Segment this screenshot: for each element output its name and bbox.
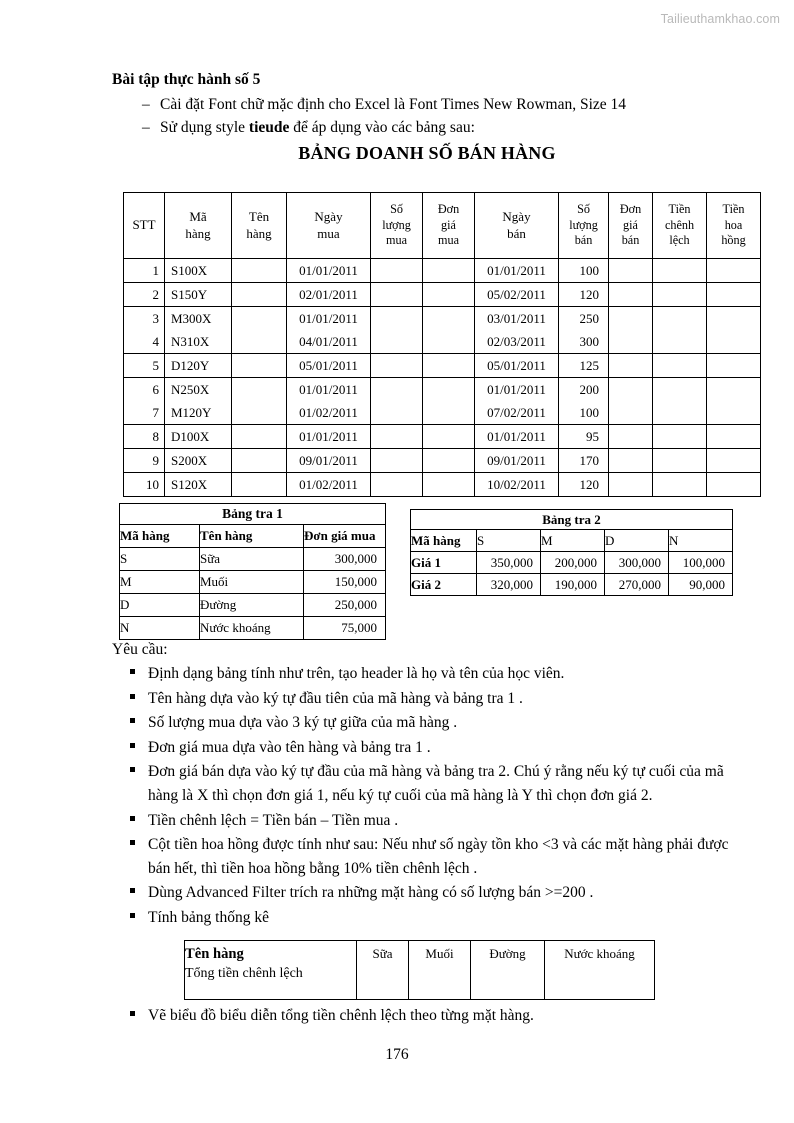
col-header-ma-hang-line2: hàng <box>185 225 211 241</box>
sales-table-body <box>124 259 761 497</box>
col-header-tien-hoa-hong-line1: Tiền <box>722 202 745 217</box>
cell-ten-hang[interactable] <box>232 425 287 449</box>
cell-dg-mua[interactable] <box>423 425 475 449</box>
requirement-text: Tiền chênh lệch = Tiền bán – Tiền mua . <box>148 811 399 829</box>
table-row <box>411 574 733 596</box>
lookup1-cell-ten: Sữa <box>200 548 304 571</box>
table-row[interactable] <box>124 401 761 425</box>
cell-sl-mua[interactable] <box>371 473 423 497</box>
lookup2-col-header-d: D <box>605 530 669 552</box>
list-item <box>112 687 740 711</box>
requirement-text: Đơn giá bán dựa vào ký tự đầu của mã hàng và bảng tra 2. Chú ý rằng nếu ký tự cuối của mã hàng là X thì chọn đơn giá 1, nếu ký tự cuối của mã hàng là Y thì chọn đơn giá 2. <box>148 763 724 804</box>
cell-dg-ban[interactable] <box>609 307 653 331</box>
cell-stt: 6 <box>124 378 165 402</box>
cell-sl-ban: 95 <box>559 425 609 449</box>
requirement-text: Cột tiền hoa hồng được tính như sau: Nếu như số ngày tồn kho <3 và các mặt hàng phải được bán hết, thì tiền hoa hồng bằng 10% tiền chênh lệch . <box>148 836 729 877</box>
cell-sl-ban: 170 <box>559 449 609 473</box>
lookup2-corner-header: Mã hàng <box>411 530 477 552</box>
cell-hoa-hong[interactable] <box>707 259 761 283</box>
statistics-col-header-muoi: Muối <box>409 941 471 1000</box>
lookup1-cell-gia: 300,000 <box>304 548 386 571</box>
col-header-tien-chenh-lech <box>653 193 707 259</box>
cell-sl-mua[interactable] <box>371 259 423 283</box>
col-header-don-gia-mua <box>423 193 475 259</box>
cell-ten-hang[interactable] <box>232 354 287 378</box>
requirements-section <box>112 638 740 930</box>
sales-table-container <box>123 192 761 497</box>
requirements-tail-section <box>112 1004 740 1029</box>
cell-dg-ban[interactable] <box>609 401 653 425</box>
col-header-don-gia-mua-line3: mua <box>438 233 459 248</box>
cell-dg-mua[interactable] <box>423 283 475 307</box>
table-row <box>120 617 386 640</box>
cell-ngay-ban: 01/01/2011 <box>475 378 559 402</box>
cell-dg-mua[interactable] <box>423 354 475 378</box>
requirement-text: Đơn giá mua dựa vào tên hàng và bảng tra 1 . <box>148 738 431 756</box>
requirement-text: Dùng Advanced Filter trích ra những mặt hàng có số lượng bán >=200 . <box>148 884 594 902</box>
lookup1-cell-ma: S <box>120 548 200 571</box>
intro-block <box>112 70 742 170</box>
cell-ngay-ban: 03/01/2011 <box>475 307 559 331</box>
cell-ma-hang: S200X <box>165 449 232 473</box>
cell-ten-hang[interactable] <box>232 283 287 307</box>
table-row[interactable] <box>124 354 761 378</box>
lookup1-cell-ten: Nước khoáng <box>200 617 304 640</box>
cell-sl-mua[interactable] <box>371 378 423 402</box>
col-header-so-luong-ban <box>559 193 609 259</box>
intro-dash-item-style <box>112 116 742 139</box>
col-header-so-luong-mua-line2: lượng <box>382 217 411 232</box>
lookup1-caption-row <box>120 504 386 525</box>
intro-dash-list <box>112 93 742 140</box>
lookup1-cell-gia: 150,000 <box>304 571 386 594</box>
dash-mark-icon: – <box>142 95 150 113</box>
table-row <box>411 552 733 574</box>
bullet-square-icon <box>130 913 135 918</box>
lookup2-row-label-gia1: Giá 1 <box>411 552 477 574</box>
bullet-square-icon <box>130 669 135 674</box>
cell-chenh-lech[interactable] <box>653 259 707 283</box>
lookup2-row-label-gia2: Giá 2 <box>411 574 477 596</box>
lookup2-cell-gia2-s: 320,000 <box>477 574 541 596</box>
requirements-label: Yêu cầu: <box>112 641 168 658</box>
statistics-col-header-sua: Sữa <box>357 941 409 1000</box>
cell-sl-mua[interactable] <box>371 425 423 449</box>
cell-chenh-lech[interactable] <box>653 378 707 402</box>
cell-ngay-mua: 02/01/2011 <box>287 283 371 307</box>
cell-dg-ban[interactable] <box>609 330 653 354</box>
cell-sl-mua[interactable] <box>371 330 423 354</box>
requirement-text: Tên hàng dựa vào ký tự đầu tiên của mã hàng và bảng tra 1 . <box>148 689 523 707</box>
cell-hoa-hong[interactable] <box>707 401 761 425</box>
requirement-text: Số lượng mua dựa vào 3 ký tự giữa của mã hàng . <box>148 714 458 732</box>
col-header-ngay-ban <box>475 193 559 259</box>
lookup2-cell-gia1-s: 350,000 <box>477 552 541 574</box>
cell-ten-hang[interactable] <box>232 401 287 425</box>
cell-ma-hang: S120X <box>165 473 232 497</box>
lookup2-caption-row <box>411 510 733 530</box>
col-header-so-luong-ban-line1: Số <box>577 202 590 217</box>
col-header-ngay-mua-line2: mua <box>317 225 340 241</box>
col-header-so-luong-ban-line3: bán <box>574 233 593 248</box>
cell-ngay-mua: 04/01/2011 <box>287 330 371 354</box>
cell-ma-hang: D100X <box>165 425 232 449</box>
lookup2-cell-gia2-m: 190,000 <box>541 574 605 596</box>
lookup2-col-header-n: N <box>669 530 733 552</box>
cell-sl-ban: 250 <box>559 307 609 331</box>
col-header-ngay-mua <box>287 193 371 259</box>
cell-dg-mua[interactable] <box>423 307 475 331</box>
intro-style-after: để áp dụng vào các bảng sau: <box>289 119 475 137</box>
cell-stt: 7 <box>124 401 165 425</box>
cell-stt: 3 <box>124 307 165 331</box>
cell-ma-hang: N310X <box>165 330 232 354</box>
cell-ngay-ban: 02/03/2011 <box>475 330 559 354</box>
col-header-ten-hang-line1: Tên <box>248 208 270 224</box>
cell-hoa-hong[interactable] <box>707 307 761 331</box>
col-header-tien-chenh-lech-line3: lệch <box>669 233 690 248</box>
table-row[interactable] <box>124 330 761 354</box>
requirement-text: Vẽ biểu đồ biểu diễn tổng tiền chênh lệch theo từng mặt hàng. <box>148 1007 534 1024</box>
cell-ten-hang[interactable] <box>232 449 287 473</box>
col-header-don-gia-ban-line2: giá <box>623 217 638 232</box>
cell-sl-mua[interactable] <box>371 307 423 331</box>
list-item <box>112 760 740 807</box>
cell-dg-mua[interactable] <box>423 401 475 425</box>
cell-ma-hang: S100X <box>165 259 232 283</box>
dash-mark-icon: – <box>142 119 150 137</box>
cell-ngay-ban: 05/01/2011 <box>475 354 559 378</box>
cell-sl-ban: 300 <box>559 330 609 354</box>
col-header-so-luong-mua <box>371 193 423 259</box>
table-row[interactable] <box>124 449 761 473</box>
col-header-stt-line1: STT <box>132 217 156 233</box>
cell-ten-hang[interactable] <box>232 330 287 354</box>
col-header-tien-chenh-lech-line1: Tiền <box>668 202 691 217</box>
col-header-ten-hang-line2: hàng <box>246 225 272 241</box>
cell-hoa-hong[interactable] <box>707 473 761 497</box>
bullet-square-icon <box>130 694 135 699</box>
cell-ma-hang: M120Y <box>165 401 232 425</box>
bullet-square-icon <box>130 718 135 723</box>
requirement-text: Tính bảng thống kê <box>148 908 269 926</box>
col-header-don-gia-mua-line2: giá <box>441 217 456 232</box>
col-header-ma-hang <box>165 193 232 259</box>
lookup2-cell-gia2-n: 90,000 <box>669 574 733 596</box>
lookup2-cell-gia2-d: 270,000 <box>605 574 669 596</box>
cell-dg-ban[interactable] <box>609 259 653 283</box>
table-row[interactable] <box>124 283 761 307</box>
table-row[interactable] <box>124 259 761 283</box>
lookup1-cell-ma: M <box>120 571 200 594</box>
page-number: 176 <box>385 1046 409 1063</box>
cell-dg-mua[interactable] <box>423 259 475 283</box>
cell-chenh-lech[interactable] <box>653 425 707 449</box>
cell-sl-mua[interactable] <box>371 449 423 473</box>
col-header-don-gia-ban <box>609 193 653 259</box>
col-header-tien-hoa-hong-line3: hồng <box>721 233 746 248</box>
cell-dg-ban[interactable] <box>609 354 653 378</box>
table-row <box>120 548 386 571</box>
bullet-square-icon <box>130 840 135 845</box>
lookup1-col-header-ten-hang: Tên hàng <box>200 525 304 548</box>
cell-ma-hang: D120Y <box>165 354 232 378</box>
cell-ngay-ban: 01/01/2011 <box>475 425 559 449</box>
col-header-tien-chenh-lech-line2: chênh <box>664 217 695 232</box>
col-header-don-gia-mua-line1: Đơn <box>437 202 460 217</box>
cell-ngay-ban: 07/02/2011 <box>475 401 559 425</box>
col-header-tien-hoa-hong-line2: hoa <box>724 217 743 232</box>
lookup1-col-header-ma-hang: Mã hàng <box>120 525 200 548</box>
cell-dg-ban[interactable] <box>609 473 653 497</box>
list-item <box>112 711 740 735</box>
statistics-table-container <box>184 940 655 1000</box>
cell-hoa-hong[interactable] <box>707 283 761 307</box>
sales-table <box>123 192 761 497</box>
lookup-table-2-container <box>410 509 733 596</box>
statistics-header-row <box>185 941 655 1000</box>
statistics-table <box>184 940 655 1000</box>
lookup2-col-header-m: M <box>541 530 605 552</box>
cell-stt: 4 <box>124 330 165 354</box>
col-header-ngay-ban-line2: bán <box>507 225 526 241</box>
cell-dg-mua[interactable] <box>423 378 475 402</box>
list-item <box>112 833 740 880</box>
statistics-lead-line2: Tổng tiền chênh lệch <box>185 965 303 981</box>
col-header-tien-hoa-hong <box>707 193 761 259</box>
col-header-so-luong-mua-line3: mua <box>386 233 407 248</box>
cell-ten-hang[interactable] <box>232 473 287 497</box>
lookup-table-2-caption: Bảng tra 2 <box>411 510 733 530</box>
lookup1-cell-ten: Muối <box>200 571 304 594</box>
lookup2-header-row <box>411 530 733 552</box>
cell-chenh-lech[interactable] <box>653 401 707 425</box>
cell-ngay-ban: 10/02/2011 <box>475 473 559 497</box>
cell-ngay-mua: 01/02/2011 <box>287 473 371 497</box>
table-row[interactable] <box>124 473 761 497</box>
cell-ngay-mua: 01/02/2011 <box>287 401 371 425</box>
cell-sl-ban: 120 <box>559 473 609 497</box>
lookup1-cell-gia: 250,000 <box>304 594 386 617</box>
cell-ngay-ban: 05/02/2011 <box>475 283 559 307</box>
list-item <box>112 1004 740 1028</box>
intro-style-name: tieude <box>248 119 290 137</box>
intro-dash-item-font-text: Cài đặt Font chữ mặc định cho Excel là Font Times New Rowman, Size 14 <box>160 95 627 113</box>
lookup1-cell-ma: N <box>120 617 200 640</box>
cell-sl-ban: 125 <box>559 354 609 378</box>
cell-ma-hang: M300X <box>165 307 232 331</box>
bullet-square-icon <box>130 767 135 772</box>
lookup-table-2 <box>410 509 733 596</box>
lookup1-cell-ten: Đường <box>200 594 304 617</box>
cell-ten-hang[interactable] <box>232 378 287 402</box>
cell-chenh-lech[interactable] <box>653 449 707 473</box>
cell-ma-hang: S150Y <box>165 283 232 307</box>
requirement-text: Định dạng bảng tính như trên, tạo header là họ và tên của học viên. <box>148 665 565 683</box>
cell-chenh-lech[interactable] <box>653 354 707 378</box>
cell-stt: 5 <box>124 354 165 378</box>
cell-sl-mua[interactable] <box>371 283 423 307</box>
table-row <box>120 571 386 594</box>
lookup-table-1-container <box>119 503 386 640</box>
cell-ngay-mua: 05/01/2011 <box>287 354 371 378</box>
list-item <box>112 906 740 930</box>
bullet-square-icon <box>130 816 135 821</box>
lookup1-cell-ma: D <box>120 594 200 617</box>
cell-dg-ban[interactable] <box>609 283 653 307</box>
lookup-table-1 <box>119 503 386 640</box>
cell-ngay-mua: 09/01/2011 <box>287 449 371 473</box>
cell-hoa-hong[interactable] <box>707 378 761 402</box>
cell-hoa-hong[interactable] <box>707 425 761 449</box>
cell-ngay-mua: 01/01/2011 <box>287 259 371 283</box>
lookup-table-1-caption: Bảng tra 1 <box>120 504 386 525</box>
cell-hoa-hong[interactable] <box>707 449 761 473</box>
lookup2-col-header-s: S <box>477 530 541 552</box>
col-header-ten-hang <box>232 193 287 259</box>
col-header-ma-hang-line1: Mã <box>189 208 207 224</box>
col-header-don-gia-ban-line3: bán <box>621 233 640 248</box>
cell-ngay-mua: 01/01/2011 <box>287 425 371 449</box>
cell-chenh-lech[interactable] <box>653 283 707 307</box>
cell-dg-ban[interactable] <box>609 449 653 473</box>
cell-stt: 9 <box>124 449 165 473</box>
cell-chenh-lech[interactable] <box>653 473 707 497</box>
cell-sl-ban: 100 <box>559 259 609 283</box>
col-header-ngay-ban-line1: Ngày <box>502 208 531 224</box>
bullet-square-icon <box>130 888 135 893</box>
bullet-square-icon <box>130 743 135 748</box>
statistics-lead-cell <box>185 941 357 1000</box>
lookup1-cell-gia: 75,000 <box>304 617 386 640</box>
requirements-tail-list <box>112 1004 740 1028</box>
cell-chenh-lech[interactable] <box>653 330 707 354</box>
list-item <box>112 881 740 905</box>
col-header-so-luong-mua-line1: Số <box>390 202 403 217</box>
cell-stt: 10 <box>124 473 165 497</box>
lookup2-cell-gia1-m: 200,000 <box>541 552 605 574</box>
cell-ma-hang: N250X <box>165 378 232 402</box>
cell-dg-mua[interactable] <box>423 473 475 497</box>
col-header-don-gia-ban-line1: Đơn <box>619 202 642 217</box>
lookup1-col-header-don-gia-mua: Đơn giá mua <box>304 525 386 548</box>
cell-dg-ban[interactable] <box>609 378 653 402</box>
cell-stt: 1 <box>124 259 165 283</box>
statistics-lead-line1: Tên hàng <box>185 946 244 962</box>
cell-sl-mua[interactable] <box>371 354 423 378</box>
table-row[interactable] <box>124 425 761 449</box>
cell-ngay-mua: 01/01/2011 <box>287 307 371 331</box>
cell-ten-hang[interactable] <box>232 307 287 331</box>
cell-ngay-ban: 01/01/2011 <box>475 259 559 283</box>
statistics-col-header-duong: Đường <box>471 941 545 1000</box>
list-item <box>112 662 740 686</box>
lookup2-cell-gia1-n: 100,000 <box>669 552 733 574</box>
page-title: Bài tập thực hành số 5 <box>112 71 261 88</box>
cell-hoa-hong[interactable] <box>707 330 761 354</box>
intro-dash-item-font <box>112 93 742 116</box>
cell-ten-hang[interactable] <box>232 259 287 283</box>
cell-ngay-mua: 01/01/2011 <box>287 378 371 402</box>
list-item <box>112 736 740 760</box>
main-table-title: BẢNG DOANH SỐ BÁN HÀNG <box>298 143 556 164</box>
col-header-so-luong-ban-line2: lượng <box>569 217 598 232</box>
statistics-col-header-nuoc-khoang: Nước khoáng <box>545 941 655 1000</box>
watermark-text: Tailieuthamkhao.com <box>660 12 780 26</box>
cell-dg-mua[interactable] <box>423 449 475 473</box>
cell-stt: 2 <box>124 283 165 307</box>
sales-table-header-row <box>124 193 761 259</box>
list-item <box>112 809 740 833</box>
lookup2-cell-gia1-d: 300,000 <box>605 552 669 574</box>
bullet-square-icon <box>130 1011 135 1016</box>
table-row <box>120 594 386 617</box>
col-header-ngay-mua-line1: Ngày <box>314 208 343 224</box>
intro-style-before: Sử dụng style <box>160 119 249 137</box>
cell-sl-mua[interactable] <box>371 401 423 425</box>
cell-dg-ban[interactable] <box>609 425 653 449</box>
col-header-stt <box>124 193 165 259</box>
cell-stt: 8 <box>124 425 165 449</box>
cell-chenh-lech[interactable] <box>653 307 707 331</box>
requirements-list <box>112 662 740 929</box>
cell-sl-ban: 120 <box>559 283 609 307</box>
table-row[interactable] <box>124 378 761 402</box>
cell-sl-ban: 200 <box>559 378 609 402</box>
cell-hoa-hong[interactable] <box>707 354 761 378</box>
lookup1-header-row <box>120 525 386 548</box>
cell-ngay-ban: 09/01/2011 <box>475 449 559 473</box>
table-row[interactable] <box>124 307 761 331</box>
cell-sl-ban: 100 <box>559 401 609 425</box>
cell-dg-mua[interactable] <box>423 330 475 354</box>
